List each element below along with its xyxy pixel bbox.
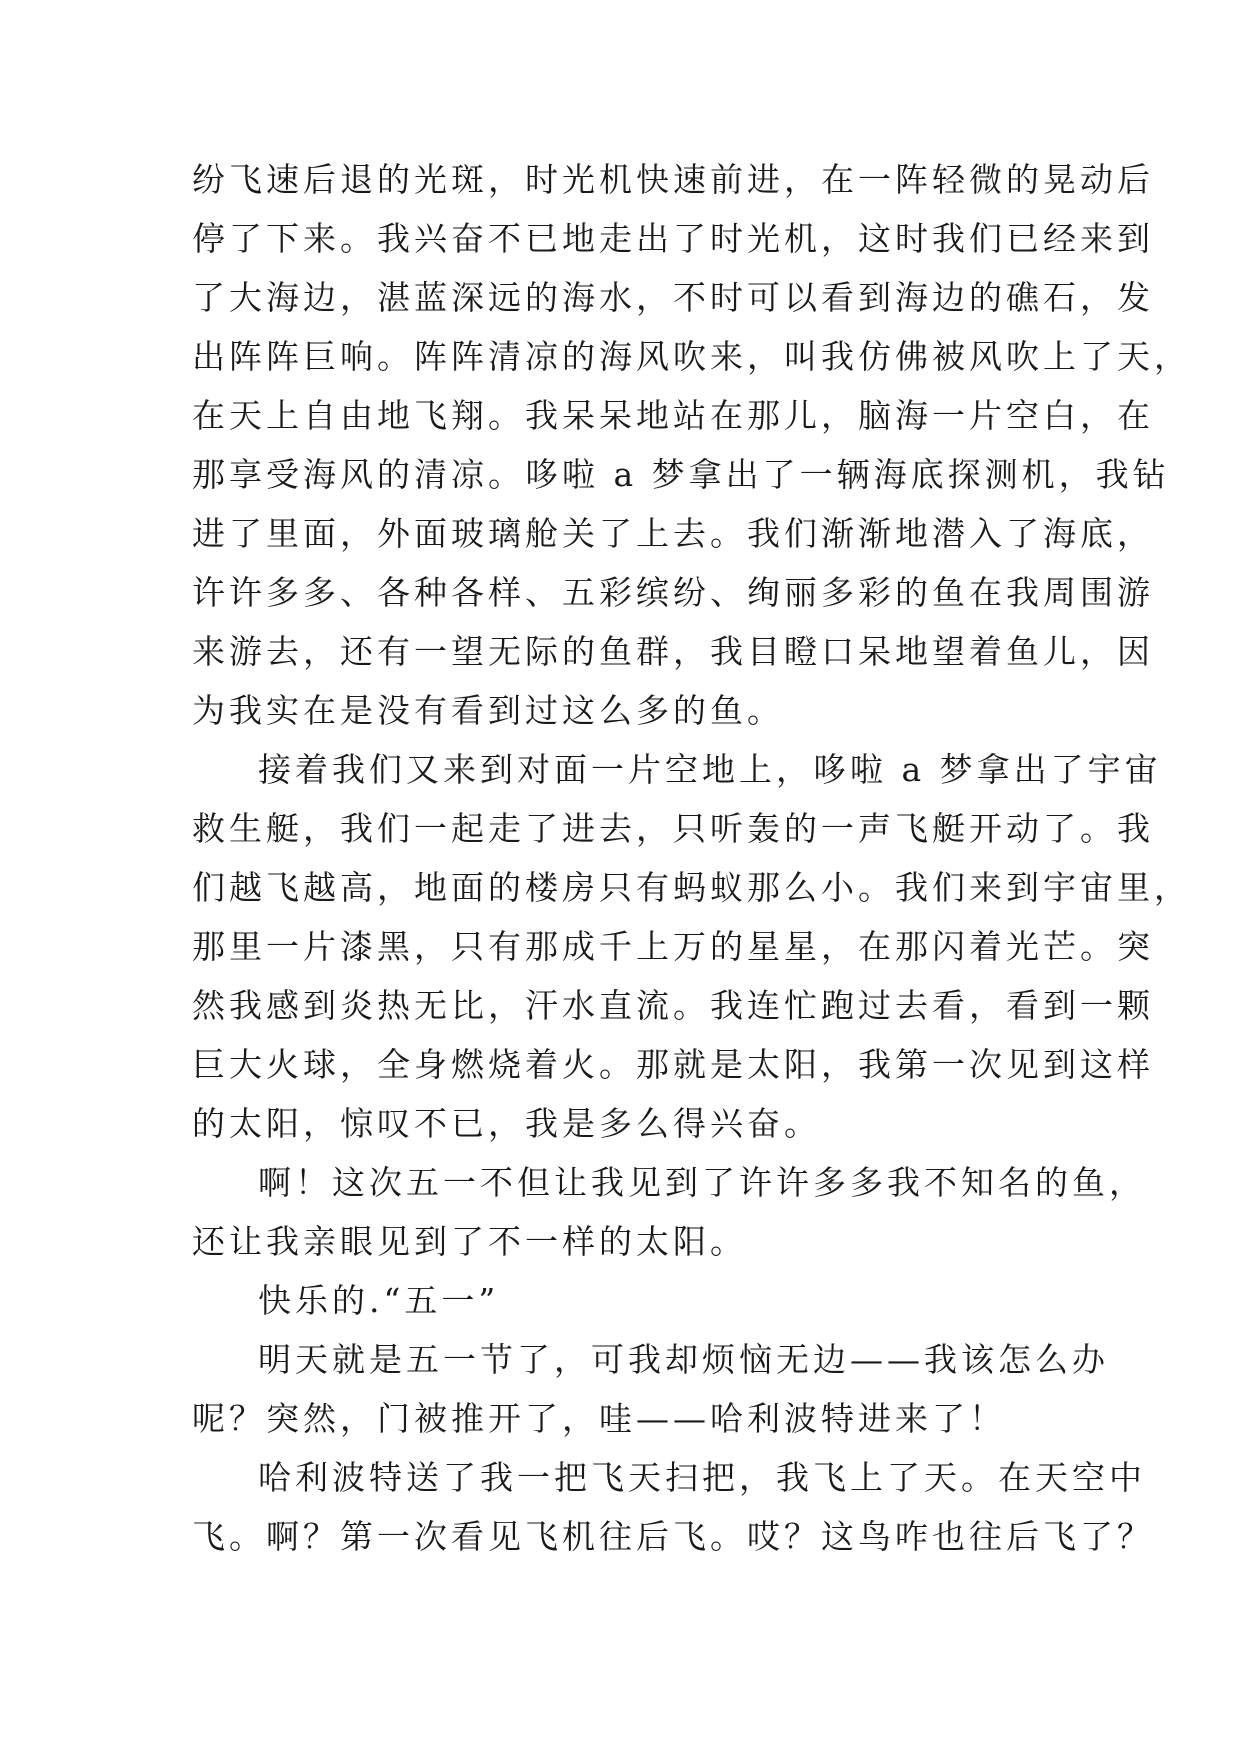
text-line: 许许多多、各种各样、五彩缤纷、绚丽多彩的鱼在我周围游 (192, 573, 1154, 612)
text-line: 那享受海风的清凉。哆啦 a 梦拿出了一辆海底探测机，我钻 (192, 455, 1170, 494)
text-line: 的太阳，惊叹不已，我是多么得兴奋。 (192, 1104, 821, 1143)
text-line: 了大海边，湛蓝深远的海水，不时可以看到海边的礁石，发 (192, 278, 1154, 317)
text-line: 停了下来。我兴奋不已地走出了时光机，这时我们已经来到 (192, 219, 1154, 258)
paragraph-start-line: 哈利波特送了我一把飞天扫把，我飞上了天。在天空中 (258, 1458, 1146, 1497)
document-body (192, 150, 1191, 1566)
text-line: 还让我亲眼见到了不一样的太阳。 (192, 1222, 747, 1261)
text-line: 纷飞速后退的光斑，时光机快速前进，在一阵轻微的晃动后 (192, 160, 1154, 199)
text-line: 飞。啊？第一次看见飞机往后飞。哎？这鸟咋也往后飞了？ (192, 1517, 1154, 1556)
paragraph-start-line: 啊！这次五一不但让我见到了许许多多我不知名的鱼， (258, 1163, 1146, 1202)
paragraph-start-line: 明天就是五一节了，可我却烦恼无边——我该怎么办 (258, 1340, 1109, 1379)
text-line: 进了里面，外面玻璃舱关了上去。我们渐渐地潜入了海底， (192, 514, 1154, 553)
text-line: 在天上自由地飞翔。我呆呆地站在那儿，脑海一片空白，在 (192, 396, 1154, 435)
text-line: 来游去，还有一望无际的鱼群，我目瞪口呆地望着鱼儿，因 (192, 632, 1154, 671)
text-line: 呢？突然，门被推开了，哇——哈利波特进来了！ (192, 1399, 1006, 1438)
text-line: 们越飞越高，地面的楼房只有蚂蚁那么小。我们来到宇宙里， (192, 868, 1191, 907)
text-line: 然我感到炎热无比，汗水直流。我连忙跑过去看，看到一颗 (192, 986, 1154, 1025)
text-line: 出阵阵巨响。阵阵清凉的海风吹来，叫我仿佛被风吹上了天， (192, 337, 1191, 376)
text-line: 那里一片漆黑，只有那成千上万的星星，在那闪着光芒。突 (192, 927, 1154, 966)
text-line: 巨大火球，全身燃烧着火。那就是太阳，我第一次见到这样 (192, 1045, 1154, 1084)
text-line: 为我实在是没有看到过这么多的鱼。 (192, 691, 784, 730)
text-line: 救生艇，我们一起走了进去，只听轰的一声飞艇开动了。我 (192, 809, 1154, 848)
section-title: 快乐的.“五一” (258, 1281, 500, 1320)
paragraph-start-line: 接着我们又来到对面一片空地上，哆啦 a 梦拿出了宇宙 (258, 750, 1162, 789)
